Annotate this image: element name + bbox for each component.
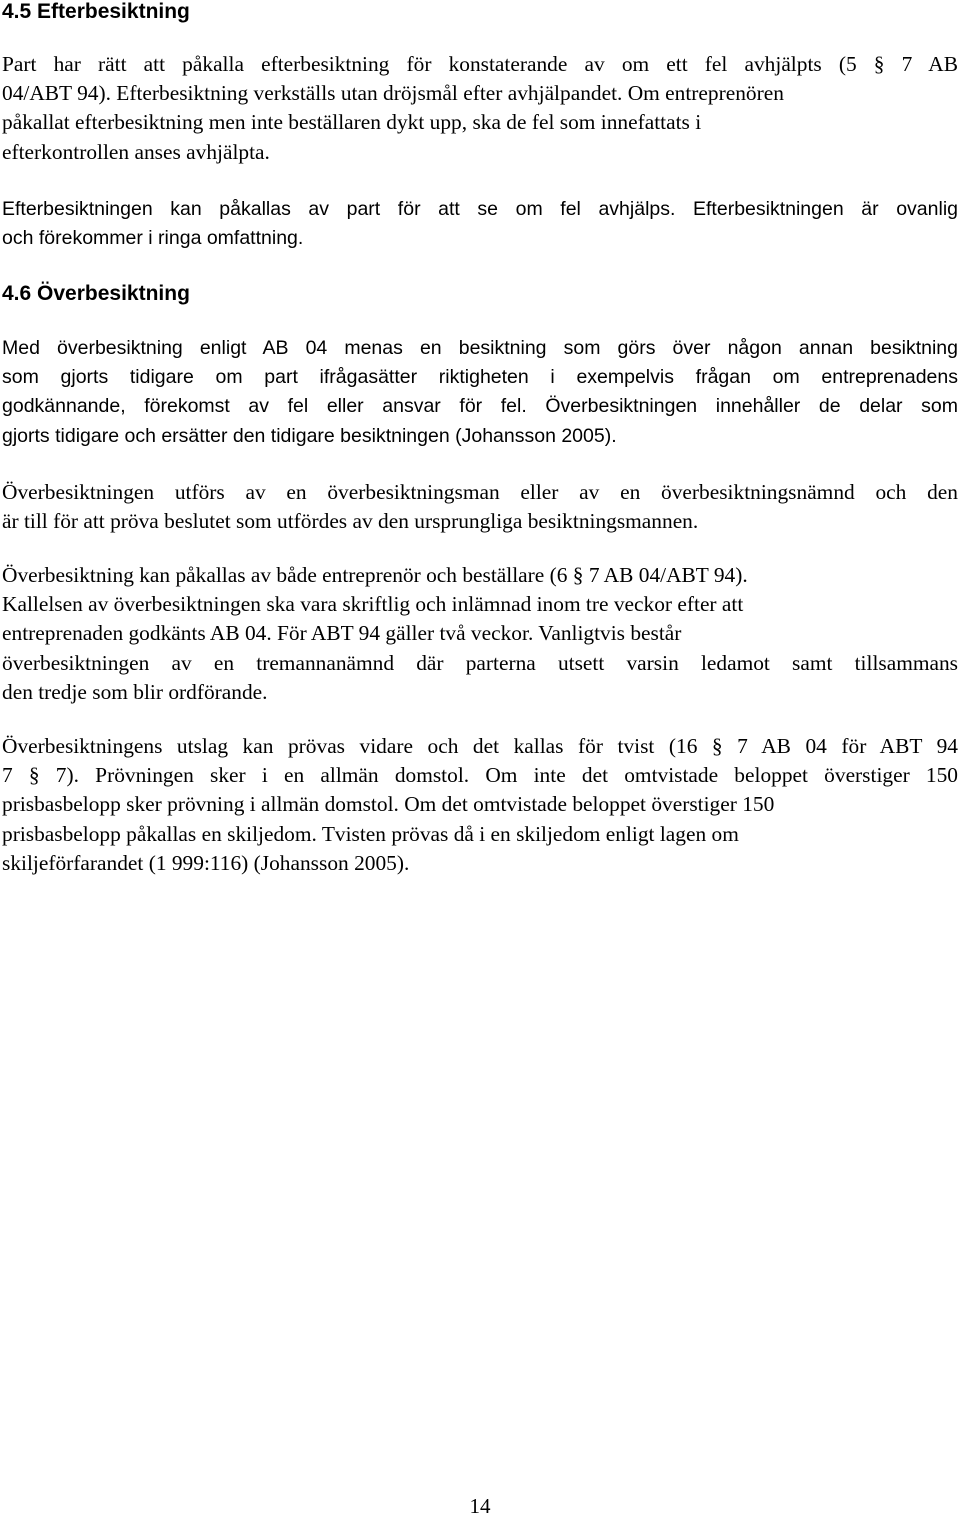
- paragraph-overbesiktning-summons: [2, 561, 958, 707]
- text-line: Överbesiktningens utslag kan prövas vidare och det kallas för tvist (16 § 7 AB 04 för ABT 94: [2, 734, 958, 758]
- text-line: som gjorts tidigare om part ifrågasätter riktigheten i exempelvis frågan om entreprenadens: [2, 366, 958, 389]
- text-line: 04/ABT 94). Efterbesiktning verkställs utan dröjsmål efter avhjälpandet. Om entreprenören: [2, 81, 784, 106]
- section-heading-overbesiktning: 4.6 Överbesiktning: [2, 282, 190, 305]
- text-line: är till för att pröva beslutet som utfördes av den ursprungliga besiktningsmannen.: [2, 509, 699, 534]
- text-line: gjorts tidigare och ersätter den tidigare besiktningen (Johansson 2005).: [2, 424, 617, 447]
- text-line: skiljeförfarandet (1 999:116) (Johansson 2005).: [2, 850, 410, 875]
- text-line: Kallelsen av överbesiktningen ska vara skriftlig och inlämnad inom tre veckor efter att: [2, 592, 744, 617]
- text-line: den tredje som blir ordförande.: [2, 679, 268, 704]
- text-line: Överbesiktningen utförs av en överbesiktningsman eller av en överbesiktningsnämnd och den: [2, 480, 958, 504]
- paragraph-efterbesiktning-usage: [2, 195, 958, 253]
- paragraph-overbesiktning-performer: [2, 478, 958, 536]
- text-line: prisbasbelopp påkallas en skiljedom. Tvisten prövas då i en skiljedom enligt lagen om: [2, 821, 739, 846]
- text-line: godkännande, förekomst av fel eller ansvar för fel. Överbesiktningen innehåller de delar som: [2, 395, 958, 418]
- text-line: överbesiktningen av en tremannanämnd där parterna utsett varsin ledamot samt tillsammans: [2, 650, 958, 675]
- text-line: prisbasbelopp sker prövning i allmän domstol. Om det omtvistade beloppet överstiger 150: [2, 792, 775, 817]
- text-line: och förekommer i ringa omfattning.: [2, 227, 304, 250]
- paragraph-overbesiktning-definition: [2, 334, 958, 451]
- text-line: entreprenaden godkänts AB 04. För ABT 94 gäller två veckor. Vanligtvis består: [2, 621, 682, 646]
- text-line: Efterbesiktningen kan påkallas av part för att se om fel avhjälps. Efterbesiktningen är ovanlig: [2, 198, 958, 220]
- text-line: Överbesiktning kan påkallas av både entreprenör och beställare (6 § 7 AB 04/ABT 94).: [2, 563, 748, 587]
- text-line: Med överbesiktning enligt AB 04 menas en besiktning som görs över någon annan besiktning: [2, 337, 958, 359]
- text-line: 7 § 7). Prövningen sker i en allmän domstol. Om inte det omtvistade beloppet överstiger 150: [2, 763, 958, 788]
- page-number: 14: [469, 1494, 491, 1518]
- paragraph-overbesiktning-appeal: [2, 732, 958, 878]
- section-heading-efterbesiktning: 4.5 Efterbesiktning: [2, 0, 190, 23]
- text-line: efterkontrollen anses avhjälpta.: [2, 139, 270, 164]
- text-line: Part har rätt att påkalla efterbesiktning för konstaterande av om ett fel avhjälpts (5 § 7 AB: [2, 52, 958, 76]
- text-line: påkallat efterbesiktning men inte beställaren dykt upp, ska de fel som innefattats i: [2, 110, 702, 135]
- paragraph-efterbesiktning-rules: [2, 50, 958, 167]
